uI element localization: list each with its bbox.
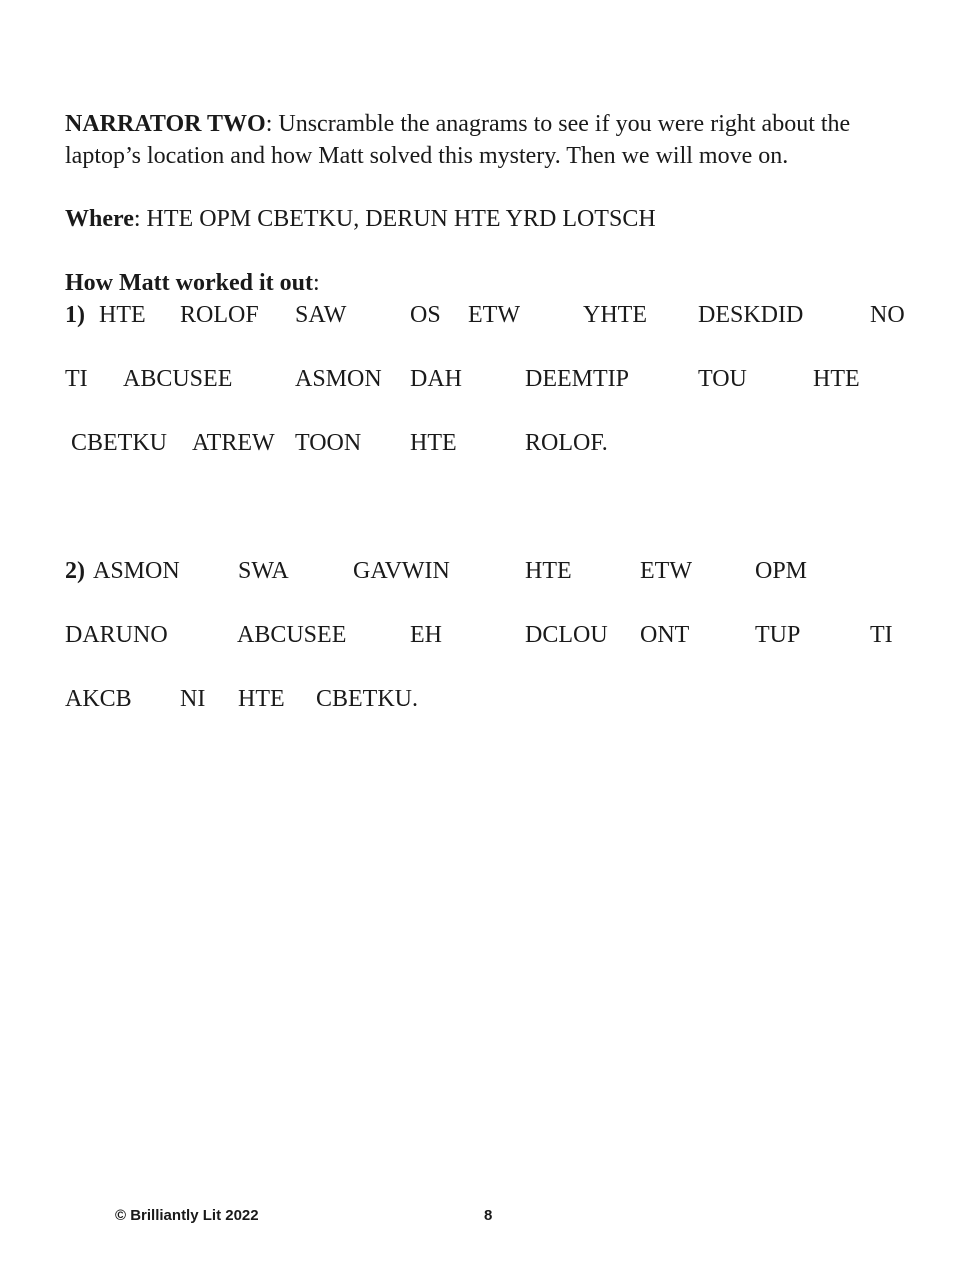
anagram-word: CBETKU xyxy=(71,430,167,456)
anagram-word: ASMON xyxy=(295,366,382,392)
anagram-word: TOON xyxy=(295,430,362,456)
anagram-word: HTE xyxy=(410,430,457,456)
anagram-word: DESKDID xyxy=(698,302,804,328)
how-colon: : xyxy=(312,270,320,296)
anagram-word: ABCUSEE xyxy=(237,622,347,648)
where-line xyxy=(65,203,656,235)
anagram-word: OPM xyxy=(755,558,808,584)
clue-1-number: 1) xyxy=(65,302,85,328)
anagram-word: DEEMTIP xyxy=(525,366,629,392)
where-label: Where xyxy=(65,206,134,232)
anagram-word: HTE xyxy=(99,302,146,328)
footer-copyright: © Brilliantly Lit 2022 xyxy=(115,1207,259,1224)
anagram-word: HTE xyxy=(813,366,860,392)
anagram-word: YHTE xyxy=(583,302,647,328)
intro-paragraph xyxy=(65,108,915,172)
page-number: 8 xyxy=(484,1207,493,1224)
anagram-word: TI xyxy=(870,622,893,648)
anagram-word: ATREW xyxy=(192,430,275,456)
anagram-word: TI xyxy=(65,366,88,392)
anagram-word: ASMON xyxy=(93,558,180,584)
anagram-word: DAH xyxy=(410,366,462,392)
where-anagram: : HTE OPM CBETKU, DERUN HTE YRD LOTSCH xyxy=(133,206,656,232)
intro-text: : Unscramble the anagrams to see if you were right about the laptop’s location and how Matt solved this mystery. Then we will move on. xyxy=(65,111,851,169)
anagram-word: ABCUSEE xyxy=(123,366,233,392)
how-heading xyxy=(65,267,320,299)
anagram-word: GAVWIN xyxy=(353,558,450,584)
how-label: How Matt worked it out xyxy=(65,270,313,296)
anagram-word: ONT xyxy=(640,622,690,648)
anagram-word: SAW xyxy=(295,302,347,328)
anagram-word: EH xyxy=(410,622,442,648)
anagram-word: SWA xyxy=(238,558,289,584)
anagram-word: ETW xyxy=(468,302,520,328)
anagram-word: TOU xyxy=(698,366,747,392)
anagram-word: HTE xyxy=(238,686,285,712)
anagram-word: DARUNO xyxy=(65,622,168,648)
clue-2-number: 2) xyxy=(65,558,85,584)
speaker-label: NARRATOR TWO xyxy=(65,111,266,137)
anagram-word: ETW xyxy=(640,558,692,584)
anagram-word: HTE xyxy=(525,558,572,584)
anagram-word: TUP xyxy=(755,622,801,648)
anagram-word: DCLOU xyxy=(525,622,608,648)
anagram-word: ROLOF xyxy=(180,302,259,328)
anagram-word: NI xyxy=(180,686,206,712)
anagram-word: CBETKU. xyxy=(316,686,418,712)
anagram-word: AKCB xyxy=(65,686,132,712)
anagram-word: ROLOF. xyxy=(525,430,608,456)
anagram-word: NO xyxy=(870,302,905,328)
anagram-word: OS xyxy=(410,302,441,328)
